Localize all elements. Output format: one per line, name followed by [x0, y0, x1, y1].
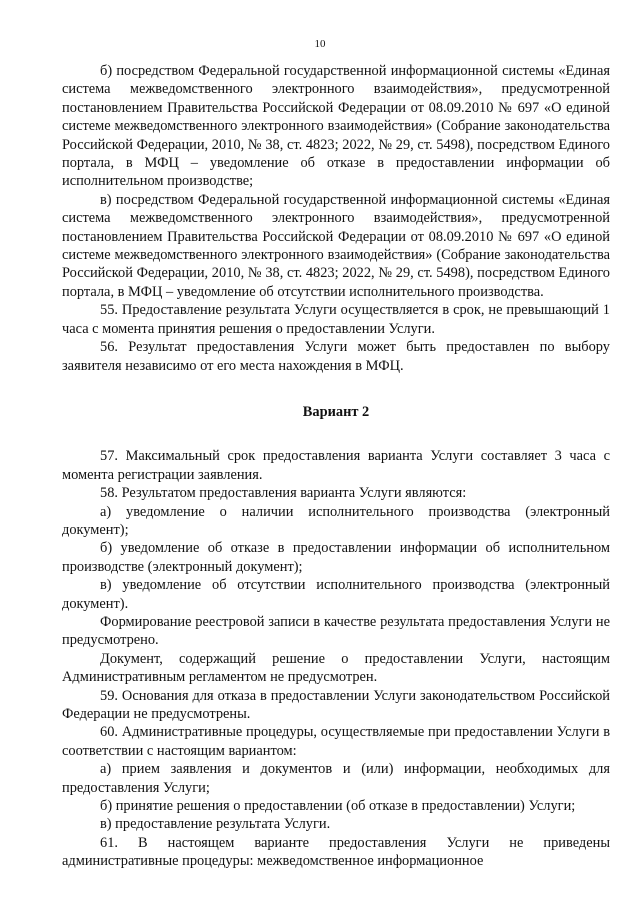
paragraph-registry-record: Формирование реестровой записи в качестве результата предоставления Услуги не предусмотрено. [62, 613, 610, 649]
paragraph-61: 61. В настоящем варианте предоставления Услуги не приведены административные процедуры: межведомственное информационное [62, 834, 610, 870]
paragraph-56: 56. Результат предоставления Услуги может быть предоставлен по выбору заявителя независимо от его места нахождения в МФЦ. [62, 339, 610, 374]
paragraph-decision-document: Документ, содержащий решение о предоставлении Услуги, настоящим Административным регламентом не предусмотрен. [62, 650, 610, 686]
paragraph-58-b: б) уведомление об отказе в предоставлении информации об исполнительном производстве (электронный документ); [62, 540, 610, 575]
paragraph-59: 59. Основания для отказа в предоставлении Услуги законодательством Российской Федерации не предусмотрены. [62, 687, 610, 722]
page-number: 10 [314, 38, 326, 50]
paragraph-60-b: б) принятие решения о предоставлении (об отказе в предоставлении) Услуги; [100, 798, 576, 815]
paragraph-55: 55. Предоставление результата Услуги осуществляется в срок, не превышающий 1 часа с момента принятия решения о предоставлении Услуги. [62, 302, 610, 337]
paragraph-b-refusal-notice: б) посредством Федеральной государственной информационной системы «Единая система межведомственного электронного взаимодействия», предусмотренной постановлением Правительства Российской Федерации от 08.09.2010 № 697 «О единой системе межведомственного электронного взаимодействия» (Собрание законодательства Российской Федерации, 2010, № 38, ст. 4823; 2022, № 29, ст. 5498), посредством Единого портала, в МФЦ – уведомление об отказе в предоставлении информации об исполнительном производстве; [62, 63, 610, 190]
paragraph-60-a: а) прием заявления и документов и (или) информации, необходимых для предоставления Услуги; [62, 761, 610, 796]
paragraph-57: 57. Максимальный срок предоставления варианта Услуги составляет 3 часа с момента регистрации заявления. [62, 448, 610, 483]
paragraph-60-v: в) предоставление результата Услуги. [100, 816, 331, 833]
paragraph-60: 60. Административные процедуры, осуществляемые при предоставлении Услуги в соответствии с настоящим вариантом: [62, 724, 610, 759]
paragraph-58: 58. Результатом предоставления варианта Услуги являются: [100, 485, 467, 502]
paragraph-v-absence-notice: в) посредством Федеральной государственной информационной системы «Единая система межведомственного электронного взаимодействия», предусмотренной постановлением Правительства Российской Федерации от 08.09.2010 № 697 «О единой системе межведомственного электронного взаимодействия» (Собрание законодательства Российской Федерации, 2010, № 38, ст. 4823; 2022, № 29, ст. 5498), посредством Единого портала, в МФЦ – уведомление об отсутствии исполнительного производства. [62, 191, 610, 300]
document-body [62, 62, 610, 871]
paragraph-58-a: а) уведомление о наличии исполнительного производства (электронный документ); [62, 503, 610, 538]
paragraph-58-v: в) уведомление об отсутствии исполнительного производства (электронный документ). [62, 577, 610, 612]
section-heading-variant-2: Вариант 2 [302, 403, 370, 420]
